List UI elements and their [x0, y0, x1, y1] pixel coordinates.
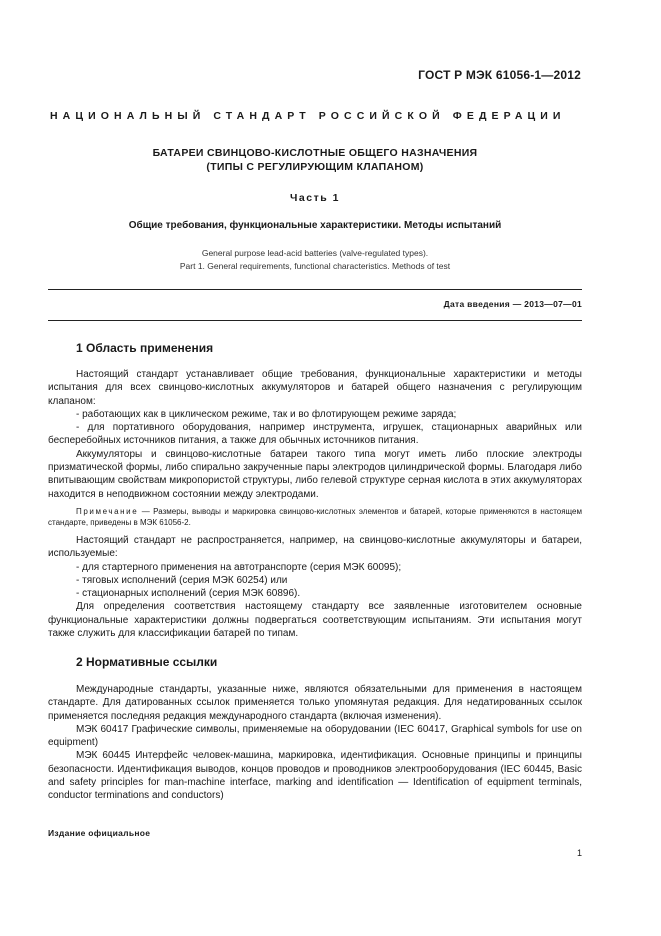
gost-number: ГОСТ Р МЭК 61056-1—2012 [418, 68, 581, 82]
paragraph: Настоящий стандарт не распространяется, например, на свинцово-кислотные аккумуляторы и батареи, используемые: [48, 535, 582, 560]
english-title-line-1: General purpose lead-acid batteries (valve-regulated types). [201, 248, 429, 258]
note-text: — Размеры, выводы и маркировка свинцово-кислотных элементов и батарей, которые применяются в настоящем стандарте, приведены в МЭК 61056-2. [48, 507, 582, 527]
part-label: Часть 1 [290, 192, 340, 204]
list-item: - работающих как в циклическом режиме, так и во флотирующем режиме заряда; [76, 408, 457, 420]
list-item: - тяговых исполнений (серия МЭК 60254) или [76, 574, 288, 586]
paragraph: Для определения соответствия настоящему стандарту все заявленные изготовителем основные функциональные характеристики должны подвергаться соответствующим испытаниям. Эти испытания могут также служить для классификации батарей по типам. [48, 601, 582, 640]
list-item: - для портативного оборудования, например инструмента, игрушек, стационарных аварийных или бесперебойных источников питания, а также для обычных источников питания. [48, 422, 582, 447]
section-2-heading: 2 Нормативные ссылки [76, 655, 218, 669]
section-1-body-continued [48, 534, 582, 640]
national-standard-heading: НАЦИОНАЛЬНЫЙ СТАНДАРТ РОССИЙСКОЙ ФЕДЕРАЦИИ [50, 110, 566, 122]
english-title-line-2: Part 1. General requirements, functional characteristics. Methods of test [179, 261, 451, 271]
note-block [48, 506, 582, 528]
reference-item: МЭК 60445 Интерфейс человек-машина, маркировка, идентификация. Основные принципы и принципы безопасности. Идентификация выводов, концов проводов и проводников электрооборудования (IEC 60445, Basic and safety principles for man-machine interface, marking and identification — Identification of equipment terminals, conductor terminations and conductors) [48, 750, 582, 802]
top-divider [48, 289, 582, 290]
section-2-body [48, 683, 582, 803]
official-edition-label: Издание официальное [48, 828, 151, 838]
paragraph: Настоящий стандарт устанавливает общие требования, функциональные характеристики и методы испытания для всех свинцово-кислотных аккумуляторов и батарей общего назначения с регулирующим клапаном: [48, 369, 582, 407]
section-1-heading: 1 Область применения [76, 341, 214, 355]
paragraph: Аккумуляторы и свинцово-кислотные батареи такого типа могут иметь либо плоские электроды призматической формы, либо спирально закрученные пары электродов цилиндрической формы. Благодаря либо впитывающим свойствам микропористой структуры, либо гелевой структуре серная кислота в этих аккумуляторах находится в неподвижном состоянии между электродами. [48, 448, 582, 500]
section-1-body [48, 368, 582, 501]
paragraph: Международные стандарты, указанные ниже, являются обязательными для применения в настоящем стандарте. Для датированных ссылок применяется только упомянутая редакция. Для недатированных ссылок применяется последняя редакция международного стандарта (включая изменения). [48, 684, 582, 722]
title-line-1: БАТАРЕИ СВИНЦОВО-КИСЛОТНЫЕ ОБЩЕГО НАЗНАЧЕНИЯ [152, 147, 478, 159]
reference-item: МЭК 60417 Графические символы, применяемые на оборудовании (IEC 60417, Graphical symbols for use on equipment) [48, 723, 582, 749]
title-line-2: (ТИПЫ С РЕГУЛИРУЮЩИМ КЛАПАНОМ) [206, 161, 424, 173]
page-number: 1 [576, 848, 582, 858]
date-divider [48, 320, 582, 321]
introduction-date: Дата введения — 2013—07—01 [443, 299, 582, 309]
list-item: - стационарных исполнений (серия МЭК 60896). [76, 588, 301, 600]
document-subtitle: Общие требования, функциональные характеристики. Методы испытаний [128, 220, 502, 231]
list-item: - для стартерного применения на автотранспорте (серия МЭК 60095); [76, 561, 402, 573]
note-label: Примечание [76, 507, 139, 516]
note-paragraph [48, 506, 582, 528]
